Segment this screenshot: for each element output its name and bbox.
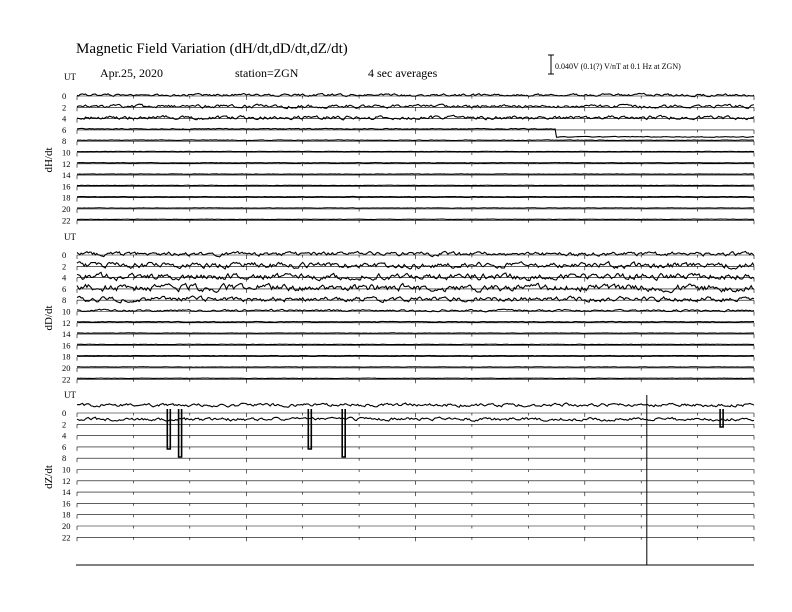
hour-label: 22	[62, 215, 71, 226]
scale-bar	[548, 55, 554, 74]
row-baseline	[77, 186, 754, 190]
hour-label: 12	[62, 475, 71, 486]
trace-hour-20	[77, 367, 754, 368]
hour-label: 14	[62, 487, 71, 498]
hour-label: 18	[62, 192, 71, 203]
hour-label: 6	[62, 124, 67, 135]
hour-label: 20	[62, 363, 71, 373]
hour-label: 22	[62, 374, 71, 385]
ut-label: UT	[64, 72, 76, 82]
hour-label: 4	[62, 272, 67, 283]
hour-label: 10	[62, 306, 71, 317]
ut-label: UT	[64, 390, 76, 400]
trace-hour-8	[77, 140, 754, 141]
row-baseline	[77, 153, 754, 157]
hour-label: 8	[62, 136, 67, 147]
row-baseline	[77, 209, 754, 213]
row-baseline	[77, 323, 754, 327]
hour-label: 12	[62, 317, 71, 328]
hour-label: 6	[62, 441, 67, 452]
trace-hour-20	[77, 208, 754, 209]
row-baseline	[77, 368, 754, 372]
hour-label: 6	[62, 283, 67, 294]
hour-label: 20	[62, 521, 71, 531]
row-baseline	[77, 526, 754, 530]
trace-hour-18	[77, 196, 754, 197]
hour-label: 20	[62, 204, 71, 214]
spike	[179, 409, 182, 457]
trace-hour-18	[77, 355, 754, 356]
row-baseline	[77, 537, 754, 541]
hour-label: 14	[62, 170, 71, 181]
panel-ylabel: dH/dt	[43, 147, 55, 173]
chart-averaging: 4 sec averages	[368, 66, 438, 80]
trace-hour-22	[77, 378, 754, 379]
panel-ylabel: dD/dt	[43, 305, 55, 331]
panel-dD	[43, 232, 754, 384]
hour-label: 2	[62, 102, 67, 113]
panels	[43, 72, 754, 565]
spike	[167, 409, 170, 449]
row-baseline	[77, 345, 754, 349]
row-baseline	[77, 312, 754, 316]
row-baseline	[77, 130, 754, 134]
hour-label: 18	[62, 351, 71, 362]
trace-hour-12	[77, 321, 754, 322]
hour-label: 4	[62, 113, 67, 124]
row-baseline	[77, 379, 754, 383]
trace-hour-22	[77, 219, 754, 220]
panel-dZ	[43, 390, 754, 565]
row-baseline	[77, 220, 754, 224]
ut-label: UT	[64, 232, 76, 242]
hour-label: 2	[62, 419, 67, 430]
hour-label: 22	[62, 532, 71, 543]
row-baseline	[77, 470, 754, 474]
spike	[308, 409, 311, 449]
hour-label: 16	[62, 498, 71, 509]
row-baseline	[77, 164, 754, 168]
hour-label: 0	[62, 250, 67, 260]
hour-label: 2	[62, 261, 67, 272]
hour-label: 16	[62, 181, 71, 192]
trace-hour-16	[77, 344, 754, 345]
chart-station: station=ZGN	[235, 66, 299, 80]
hour-label: 14	[62, 329, 71, 340]
row-baseline	[77, 175, 754, 179]
row-baseline	[77, 357, 754, 361]
scale-note: 0.040V (0.1(?) V/nT at 0.1 Hz at ZGN)	[555, 62, 681, 71]
chart-title: Magnetic Field Variation (dH/dt,dD/dt,dZ/dt)	[76, 41, 348, 57]
hour-label: 10	[62, 147, 71, 158]
row-baseline	[77, 503, 754, 507]
trace-hour-12	[77, 163, 754, 164]
trace-hour-4	[77, 115, 754, 120]
panel-ylabel: dZ/dt	[43, 465, 55, 489]
row-baseline	[77, 141, 754, 145]
row-baseline	[77, 300, 754, 304]
hour-label: 18	[62, 509, 71, 520]
hour-label: 10	[62, 464, 71, 475]
row-baseline	[77, 198, 754, 202]
hour-label: 4	[62, 430, 67, 441]
row-baseline	[77, 334, 754, 338]
row-baseline	[77, 458, 754, 462]
hour-label: 16	[62, 340, 71, 351]
trace-hour-14	[77, 333, 754, 334]
hour-label: 0	[62, 408, 67, 418]
row-baseline	[77, 515, 754, 519]
chart-date: Apr.25, 2020	[100, 66, 163, 80]
hour-label: 0	[62, 91, 67, 101]
row-baseline	[77, 492, 754, 496]
panel-dH	[43, 72, 754, 225]
trace-hour-14	[77, 174, 754, 175]
spike	[342, 409, 345, 457]
trace-hour-0	[77, 403, 754, 407]
hour-label: 8	[62, 295, 67, 306]
hour-label: 8	[62, 453, 67, 464]
hour-label: 12	[62, 158, 71, 169]
row-baseline	[77, 481, 754, 485]
trace-hour-16	[77, 185, 754, 186]
